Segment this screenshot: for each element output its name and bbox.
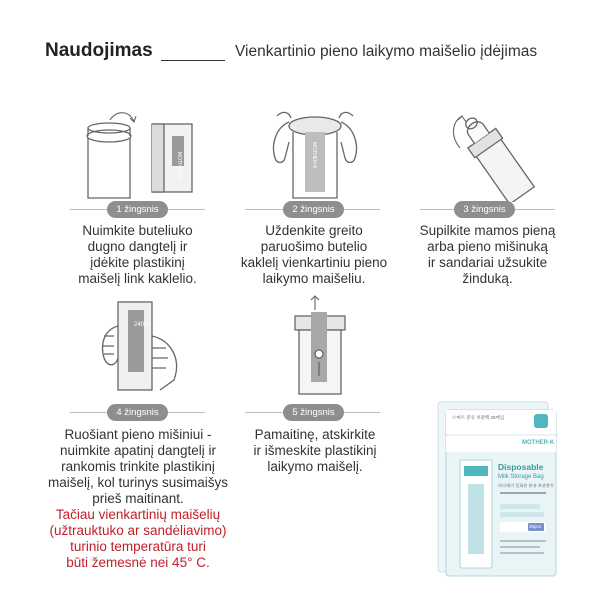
step-3-line: arba pieno mišinuką (427, 239, 548, 254)
package-subtitle: Milk Storage Bag (498, 474, 544, 480)
step-4-line: prieš maitinant. (92, 491, 184, 506)
step-3-pill: 3 žingsnis (454, 201, 515, 218)
step-4-description (38, 427, 238, 571)
step-3-illustration (440, 102, 550, 202)
step-5-line: Pamaitinę, atskirkite (254, 427, 376, 442)
step-3-line: Supilkite mamos pieną (419, 223, 556, 238)
step-2-line: laikymo maišeliu. (262, 271, 366, 286)
step-5-pill: 5 žingsnis (283, 404, 344, 421)
bag-scale-label: 240ml (134, 322, 151, 328)
step-5-line: laikymo maišelį. (267, 459, 363, 474)
step-3-description (405, 223, 570, 287)
package-korean-text: 마더케이 일회용 분유 보관봉투 (498, 483, 555, 488)
step-2-line: Uždenkite greito (265, 223, 363, 238)
page-subtitle: Vienkartinio pieno laikymo maišelio įdėjimas (235, 43, 538, 60)
step-4-illustration (90, 296, 195, 396)
step-4-line: rankomis trinkite plastikinį (61, 459, 215, 474)
step-2-illustration (255, 102, 375, 202)
bag-brand-label-2: MOTHER-K (311, 142, 317, 169)
step-2-line: paruošimo butelio (260, 239, 368, 254)
step-4-warning-line: Tačiau vienkartinių maišelių (55, 507, 221, 522)
step-5-description (235, 427, 395, 475)
step-2-pill: 2 žingsnis (283, 201, 344, 218)
step-4-line: Ruošiant pieno mišiniui - (64, 427, 212, 442)
step-4-line: nuimkite apatinį dangtelį ir (59, 443, 217, 458)
header (45, 40, 565, 70)
step-4-pill: 4 žingsnis (107, 404, 168, 421)
step-1-line: Nuimkite buteliuko (82, 223, 193, 238)
step-4-warning-line: (užtrauktuko ar sandėliavimo) (49, 523, 227, 538)
step-4-warning-line: turinio temperatūra turi (70, 539, 206, 554)
step-4-warning-line: būti žemesnė nei 45° C. (66, 555, 210, 570)
step-1-pill: 1 žingsnis (107, 201, 168, 218)
package-count: 20pcs (529, 524, 542, 529)
page-title: Naudojimas (45, 40, 153, 61)
bag-brand-label-1: MOTHER-K (176, 152, 182, 179)
step-3-line: ir sandariai užsukite (427, 255, 548, 270)
step-2-description (228, 223, 400, 287)
step-4-line: maišelį, kol turinys susimaišys (47, 475, 229, 490)
step-1-line: įdėkite plastikinį (90, 255, 185, 270)
product-package-graphic (432, 400, 562, 580)
package-top-text: 스마트 분유 보관백 20매입 (452, 415, 505, 420)
package-brand: MOTHER-K (522, 440, 555, 446)
step-1-line: maišelį link kaklelio. (78, 271, 197, 286)
step-3-line: žinduką. (462, 271, 513, 286)
step-1-illustration (72, 108, 202, 204)
step-1-line: dugno dangtelį ir (87, 239, 188, 254)
title-underline (161, 60, 225, 61)
step-2-line: kaklelį vienkartiniu pieno (240, 255, 388, 270)
step-5-illustration (285, 292, 355, 398)
step-1-description (55, 223, 220, 287)
step-5-line: ir išmeskite plastikinį (253, 443, 377, 458)
package-title: Disposable (498, 462, 544, 472)
product-package (432, 400, 562, 580)
